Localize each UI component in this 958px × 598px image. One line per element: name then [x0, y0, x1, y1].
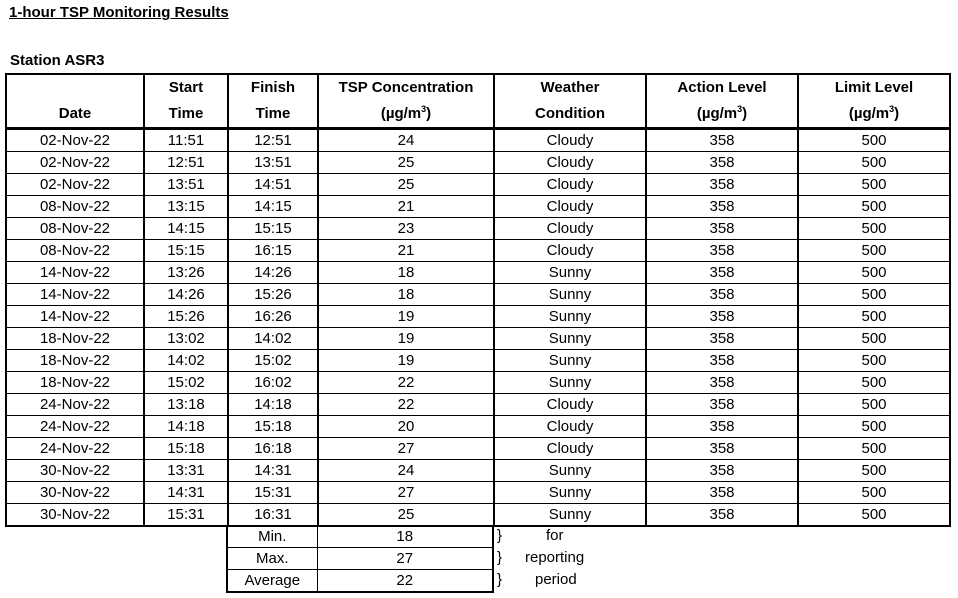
cell-weather-condition: Sunny: [494, 306, 646, 328]
tsp-unit-exp: 3: [421, 104, 427, 114]
cell-weather-condition: Cloudy: [494, 438, 646, 460]
header-row-1: [6, 74, 950, 101]
cell-date: 30-Nov-22: [6, 504, 144, 527]
table-row: [6, 416, 950, 438]
cell-limit-level: 500: [798, 174, 950, 196]
cell-tsp-concentration: 22: [318, 372, 494, 394]
table-row: [6, 372, 950, 394]
cell-tsp-concentration: 19: [318, 328, 494, 350]
header-start-line2: Time: [144, 101, 228, 129]
cell-limit-level: 500: [798, 284, 950, 306]
cell-tsp-concentration: 18: [318, 284, 494, 306]
cell-weather-condition: Sunny: [494, 372, 646, 394]
cell-finish-time: 14:02: [228, 328, 318, 350]
cell-weather-condition: Cloudy: [494, 174, 646, 196]
cell-tsp-concentration: 24: [318, 129, 494, 152]
table-row: [6, 328, 950, 350]
cell-weather-condition: Cloudy: [494, 416, 646, 438]
cell-limit-level: 500: [798, 152, 950, 174]
cell-date: 24-Nov-22: [6, 394, 144, 416]
header-limit-unit: [798, 101, 950, 129]
cell-start-time: 12:51: [144, 152, 228, 174]
cell-date: 02-Nov-22: [6, 174, 144, 196]
cell-date: 18-Nov-22: [6, 372, 144, 394]
cell-weather-condition: Cloudy: [494, 152, 646, 174]
stat-value: 22: [317, 570, 493, 593]
cell-tsp-concentration: 18: [318, 262, 494, 284]
cell-action-level: 358: [646, 284, 798, 306]
cell-start-time: 13:18: [144, 394, 228, 416]
cell-tsp-concentration: 21: [318, 240, 494, 262]
table-row: [6, 394, 950, 416]
header-tsp-unit: [318, 101, 494, 129]
cell-action-level: 358: [646, 504, 798, 527]
cell-tsp-concentration: 24: [318, 460, 494, 482]
header-finish-line2: Time: [228, 101, 318, 129]
stats-body: [227, 526, 493, 593]
cell-limit-level: 500: [798, 438, 950, 460]
cell-action-level: 358: [646, 262, 798, 284]
cell-limit-level: 500: [798, 240, 950, 262]
cell-limit-level: 500: [798, 482, 950, 504]
cell-finish-time: 16:02: [228, 372, 318, 394]
cell-start-time: 15:02: [144, 372, 228, 394]
cell-limit-level: 500: [798, 129, 950, 152]
cell-date: 24-Nov-22: [6, 416, 144, 438]
cell-finish-time: 14:18: [228, 394, 318, 416]
table-row: [6, 482, 950, 504]
cell-date: 14-Nov-22: [6, 262, 144, 284]
cell-tsp-concentration: 19: [318, 350, 494, 372]
note-line: [497, 547, 584, 569]
cell-tsp-concentration: 22: [318, 394, 494, 416]
header-finish-line1: Finish: [228, 74, 318, 101]
table-row: [6, 504, 950, 527]
cell-date: 18-Nov-22: [6, 350, 144, 372]
cell-date: 08-Nov-22: [6, 196, 144, 218]
cell-limit-level: 500: [798, 306, 950, 328]
cell-limit-level: 500: [798, 460, 950, 482]
cell-start-time: 13:15: [144, 196, 228, 218]
brace-glyph: }: [497, 549, 503, 566]
cell-action-level: 358: [646, 218, 798, 240]
cell-weather-condition: Sunny: [494, 460, 646, 482]
cell-action-level: 358: [646, 438, 798, 460]
note-line: [497, 525, 564, 547]
stat-label: Min.: [227, 526, 317, 548]
cell-limit-level: 500: [798, 196, 950, 218]
limit-unit-post: ): [894, 105, 900, 122]
header-tsp-line1: TSP Concentration: [318, 74, 494, 101]
cell-limit-level: 500: [798, 394, 950, 416]
note-text: for: [546, 527, 564, 544]
cell-limit-level: 500: [798, 504, 950, 527]
cell-start-time: 15:18: [144, 438, 228, 460]
cell-finish-time: 15:02: [228, 350, 318, 372]
table-row: [6, 196, 950, 218]
table-row: [6, 306, 950, 328]
cell-weather-condition: Cloudy: [494, 394, 646, 416]
cell-weather-condition: Sunny: [494, 482, 646, 504]
note-text: reporting: [525, 549, 585, 566]
cell-start-time: 15:26: [144, 306, 228, 328]
cell-finish-time: 16:15: [228, 240, 318, 262]
cell-tsp-concentration: 25: [318, 504, 494, 527]
cell-date: 30-Nov-22: [6, 482, 144, 504]
cell-action-level: 358: [646, 174, 798, 196]
cell-date: 18-Nov-22: [6, 328, 144, 350]
results-table: [5, 73, 951, 527]
table-row: [6, 262, 950, 284]
header-date: Date: [6, 101, 144, 129]
stats-row: [227, 526, 493, 548]
cell-limit-level: 500: [798, 416, 950, 438]
cell-start-time: 14:02: [144, 350, 228, 372]
cell-weather-condition: Cloudy: [494, 196, 646, 218]
note-text: period: [535, 571, 577, 588]
cell-date: 14-Nov-22: [6, 284, 144, 306]
cell-action-level: 358: [646, 416, 798, 438]
cell-finish-time: 15:18: [228, 416, 318, 438]
cell-date: 02-Nov-22: [6, 129, 144, 152]
cell-finish-time: 14:26: [228, 262, 318, 284]
header-start-line1: Start: [144, 74, 228, 101]
cell-start-time: 14:26: [144, 284, 228, 306]
cell-weather-condition: Sunny: [494, 328, 646, 350]
header-weather-line2: Condition: [494, 101, 646, 129]
cell-action-level: 358: [646, 372, 798, 394]
cell-finish-time: 14:15: [228, 196, 318, 218]
cell-date: 30-Nov-22: [6, 460, 144, 482]
cell-start-time: 13:26: [144, 262, 228, 284]
cell-action-level: 358: [646, 350, 798, 372]
tsp-unit-post: ): [426, 105, 432, 122]
document-title: 1-hour TSP Monitoring Results: [9, 4, 229, 21]
cell-start-time: 14:15: [144, 218, 228, 240]
action-unit-pre: (µg/m: [696, 105, 738, 122]
limit-unit-pre: (µg/m: [848, 105, 890, 122]
cell-start-time: 15:31: [144, 504, 228, 527]
cell-action-level: 358: [646, 394, 798, 416]
stats-row: [227, 570, 493, 593]
summary-stats-table: [226, 525, 494, 593]
cell-start-time: 13:02: [144, 328, 228, 350]
table-row: [6, 460, 950, 482]
cell-action-level: 358: [646, 196, 798, 218]
cell-start-time: 11:51: [144, 129, 228, 152]
stat-value: 27: [317, 548, 493, 570]
cell-action-level: 358: [646, 482, 798, 504]
header-action-line1: Action Level: [646, 74, 798, 101]
cell-weather-condition: Sunny: [494, 262, 646, 284]
header-date-blank: [6, 74, 144, 101]
table-row: [6, 240, 950, 262]
tsp-unit-pre: (µg/m: [380, 105, 422, 122]
cell-weather-condition: Sunny: [494, 350, 646, 372]
table-row: [6, 218, 950, 240]
cell-limit-level: 500: [798, 328, 950, 350]
cell-finish-time: 16:31: [228, 504, 318, 527]
header-limit-line1: Limit Level: [798, 74, 950, 101]
cell-tsp-concentration: 19: [318, 306, 494, 328]
cell-limit-level: 500: [798, 350, 950, 372]
cell-tsp-concentration: 25: [318, 152, 494, 174]
cell-tsp-concentration: 27: [318, 482, 494, 504]
header-weather-line1: Weather: [494, 74, 646, 101]
stats-row: [227, 548, 493, 570]
cell-finish-time: 12:51: [228, 129, 318, 152]
station-label: Station ASR3: [10, 52, 105, 69]
cell-finish-time: 16:26: [228, 306, 318, 328]
cell-finish-time: 15:31: [228, 482, 318, 504]
cell-start-time: 14:31: [144, 482, 228, 504]
cell-date: 14-Nov-22: [6, 306, 144, 328]
cell-date: 24-Nov-22: [6, 438, 144, 460]
cell-action-level: 358: [646, 306, 798, 328]
cell-weather-condition: Cloudy: [494, 240, 646, 262]
cell-finish-time: 15:26: [228, 284, 318, 306]
cell-action-level: 358: [646, 460, 798, 482]
limit-unit-exp: 3: [889, 104, 895, 114]
cell-tsp-concentration: 25: [318, 174, 494, 196]
stat-label: Max.: [227, 548, 317, 570]
cell-date: 08-Nov-22: [6, 218, 144, 240]
cell-limit-level: 500: [798, 372, 950, 394]
cell-action-level: 358: [646, 328, 798, 350]
table-row: [6, 152, 950, 174]
cell-tsp-concentration: 21: [318, 196, 494, 218]
cell-tsp-concentration: 27: [318, 438, 494, 460]
table-row: [6, 129, 950, 152]
cell-weather-condition: Sunny: [494, 284, 646, 306]
note-line: [497, 569, 577, 591]
cell-finish-time: 13:51: [228, 152, 318, 174]
cell-finish-time: 15:15: [228, 218, 318, 240]
header-action-unit: [646, 101, 798, 129]
results-body: [6, 129, 950, 527]
cell-limit-level: 500: [798, 262, 950, 284]
table-row: [6, 174, 950, 196]
cell-action-level: 358: [646, 152, 798, 174]
action-unit-post: ): [742, 105, 748, 122]
stat-label: Average: [227, 570, 317, 593]
cell-finish-time: 16:18: [228, 438, 318, 460]
header-row-2: [6, 101, 950, 129]
cell-tsp-concentration: 23: [318, 218, 494, 240]
stat-value: 18: [317, 526, 493, 548]
table-row: [6, 284, 950, 306]
cell-finish-time: 14:51: [228, 174, 318, 196]
cell-weather-condition: Cloudy: [494, 218, 646, 240]
cell-action-level: 358: [646, 240, 798, 262]
cell-start-time: 13:31: [144, 460, 228, 482]
cell-limit-level: 500: [798, 218, 950, 240]
cell-tsp-concentration: 20: [318, 416, 494, 438]
cell-date: 08-Nov-22: [6, 240, 144, 262]
cell-weather-condition: Sunny: [494, 504, 646, 527]
cell-action-level: 358: [646, 129, 798, 152]
cell-start-time: 15:15: [144, 240, 228, 262]
action-unit-exp: 3: [737, 104, 743, 114]
cell-start-time: 13:51: [144, 174, 228, 196]
cell-weather-condition: Cloudy: [494, 129, 646, 152]
cell-start-time: 14:18: [144, 416, 228, 438]
table-row: [6, 350, 950, 372]
cell-date: 02-Nov-22: [6, 152, 144, 174]
brace-glyph: }: [497, 527, 503, 544]
brace-glyph: }: [497, 571, 503, 588]
table-row: [6, 438, 950, 460]
cell-finish-time: 14:31: [228, 460, 318, 482]
